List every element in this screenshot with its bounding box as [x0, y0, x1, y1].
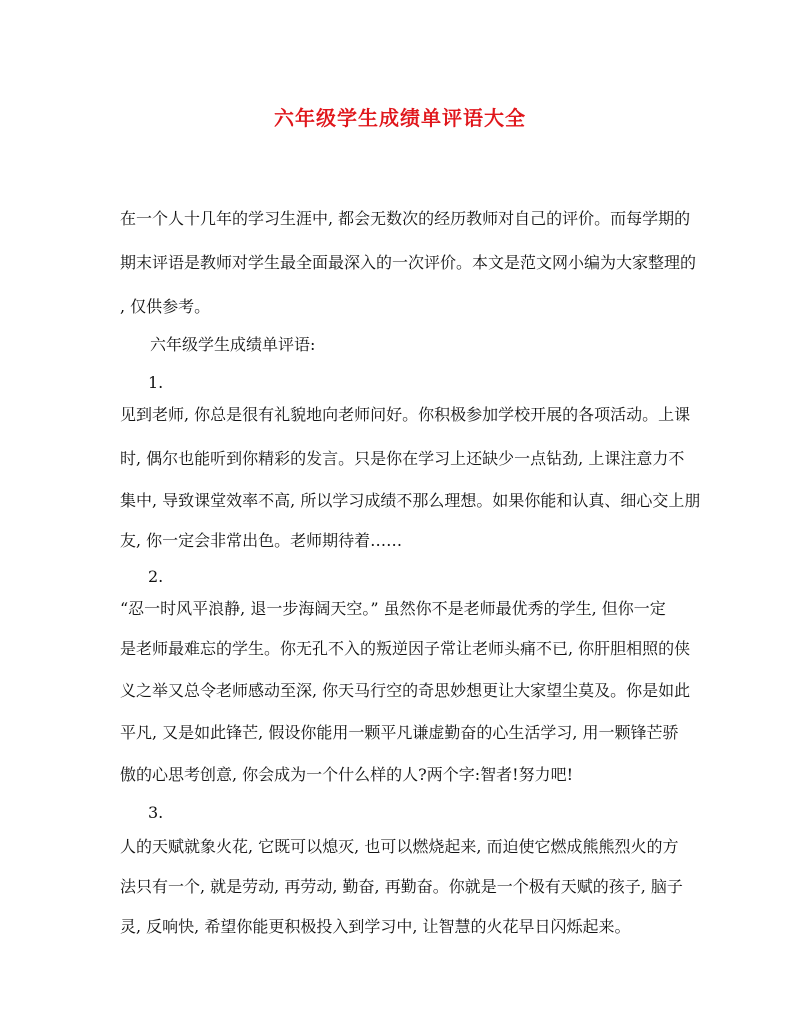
item-2-line-1: “忍一时风平浪静, 退一步海阔天空。” 虽然你不是老师最优秀的学生, 但你一定 — [120, 599, 666, 618]
document-title: 六年级学生成绩单评语大全 — [274, 106, 526, 130]
section-heading: 六年级学生成绩单评语: — [150, 335, 316, 354]
item-2-line-4: 平凡, 又是如此锋芒, 假设你能用一颗平凡谦虚勤奋的心生活学习, 用一颗锋芒骄 — [120, 723, 679, 742]
item-2-line-5: 傲的心思考创意, 你会成为一个什么样的人?两个字:智者!努力吧! — [120, 765, 574, 784]
intro-line-1: 在一个人十几年的学习生涯中, 都会无数次的经历教师对自己的评价。而每学期的 — [120, 209, 691, 228]
item-number-1: 1. — [148, 373, 164, 392]
item-2-line-3: 义之举又总令老师感动至深, 你天马行空的奇思妙想更让大家望尘莫及。你是如此 — [120, 681, 691, 700]
item-3-line-3: 灵, 反响快, 希望你能更积极投入到学习中, 让智慧的火花早日闪烁起来。 — [120, 917, 631, 936]
item-2-line-2: 是老师最难忘的学生。你无孔不入的叛逆因子常让老师头痛不已, 你肝胆相照的侠 — [120, 639, 691, 658]
item-1-line-3: 集中, 导致课堂效率不高, 所以学习成绩不那么理想。如果你能和认真、细心交上朋 — [120, 491, 701, 510]
intro-line-3: , 仅供参考。 — [120, 297, 211, 316]
item-1-line-2: 时, 偶尔也能听到你精彩的发言。只是你在学习上还缺少一点钻劲, 上课注意力不 — [120, 449, 685, 468]
intro-line-2: 期末评语是教师对学生最全面最深入的一次评价。本文是范文网小编为大家整理的 — [120, 253, 697, 272]
item-1-line-1: 见到老师, 你总是很有礼貌地向老师问好。你积极参加学校开展的各项活动。上课 — [120, 405, 691, 424]
item-3-line-1: 人的天赋就象火花, 它既可以熄灭, 也可以燃烧起来, 而迫使它燃成熊熊烈火的方 — [120, 837, 679, 856]
item-1-line-4: 友, 你一定会非常出色。老师期待着…… — [120, 531, 403, 550]
item-3-line-2: 法只有一个, 就是劳动, 再劳动, 勤奋, 再勤奋。你就是一个极有天赋的孩子, 脑子 — [120, 877, 683, 896]
item-number-3: 3. — [148, 803, 164, 822]
item-number-2: 2. — [148, 567, 164, 586]
